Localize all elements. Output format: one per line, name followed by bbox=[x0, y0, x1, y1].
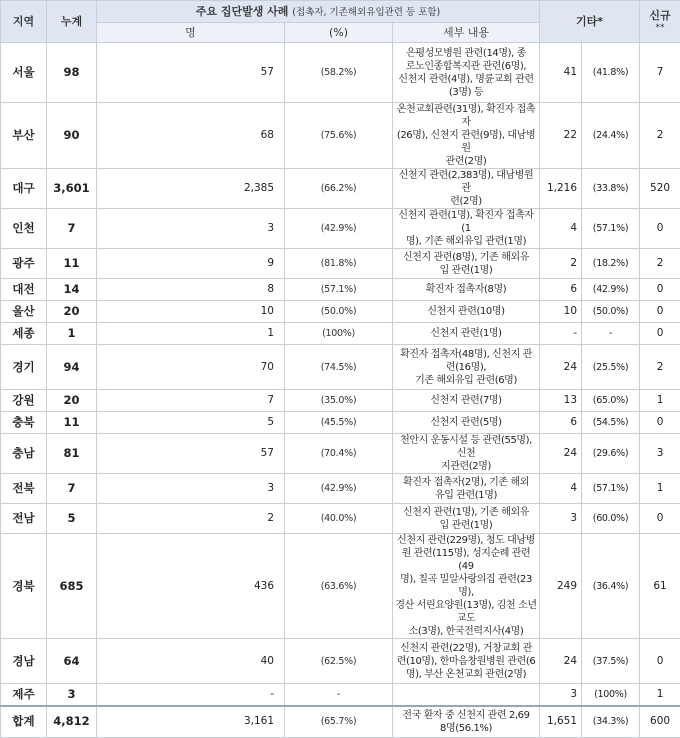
detail-line: 신천지 관련(2,383명), 대남병원 관 bbox=[395, 169, 537, 195]
detail-cell bbox=[393, 684, 540, 706]
other-pct-cell: (37.5%) bbox=[582, 639, 640, 684]
total-cell: 90 bbox=[47, 103, 97, 169]
other-pct-cell: (36.4%) bbox=[582, 534, 640, 639]
detail-line: 신천지 관련(1명), 기존 해외유 bbox=[395, 506, 537, 519]
region-cell: 충북 bbox=[1, 412, 47, 434]
other-count-cell: 22 bbox=[540, 103, 582, 169]
region-cell: 서울 bbox=[1, 43, 47, 103]
region-cell: 강원 bbox=[1, 390, 47, 412]
other-pct-cell: (33.8%) bbox=[582, 169, 640, 209]
detail-cell bbox=[393, 412, 540, 434]
other-count-cell: 3 bbox=[540, 504, 582, 534]
other-pct-cell: (57.1%) bbox=[582, 209, 640, 249]
header-pct: (%) bbox=[285, 23, 393, 43]
other-pct-cell: (50.0%) bbox=[582, 301, 640, 323]
detail-line: 소(3명), 한국전력지사(4명) bbox=[395, 625, 537, 638]
detail-line: 지관련(2명) bbox=[395, 460, 537, 473]
cluster-pct-cell: - bbox=[285, 684, 393, 706]
header-new-label: 신규 bbox=[642, 9, 678, 22]
header-cluster bbox=[97, 1, 540, 23]
total-cell: 685 bbox=[47, 534, 97, 639]
detail-line: 은평성모병원 관련(14명), 종 bbox=[395, 47, 537, 60]
cluster-count-cell: - bbox=[97, 684, 285, 706]
table-body bbox=[1, 43, 680, 738]
detail-cell bbox=[393, 103, 540, 169]
detail-line: (3명) 등 bbox=[395, 86, 537, 99]
total-cell: 4,812 bbox=[47, 706, 97, 738]
cluster-count-cell: 40 bbox=[97, 639, 285, 684]
table-row bbox=[1, 209, 680, 249]
other-pct-cell: (100%) bbox=[582, 684, 640, 706]
cluster-count-cell: 436 bbox=[97, 534, 285, 639]
total-cell: 64 bbox=[47, 639, 97, 684]
cluster-pct-cell: (42.9%) bbox=[285, 474, 393, 504]
detail-line: 로노인종합복지관 관련(6명), bbox=[395, 60, 537, 73]
cluster-count-cell: 5 bbox=[97, 412, 285, 434]
new-cases-cell: 1 bbox=[640, 684, 680, 706]
detail-line: 원 관련(115명), 성지순례 관련(49 bbox=[395, 547, 537, 573]
detail-line: 신천지 관련(1명), 확진자 접촉자(1 bbox=[395, 209, 537, 235]
region-cell: 전북 bbox=[1, 474, 47, 504]
cluster-count-cell: 2,385 bbox=[97, 169, 285, 209]
detail-line: 신천지 관련(4명), 명륜교회 관련 bbox=[395, 73, 537, 86]
detail-line: 입 관련(1명) bbox=[395, 519, 537, 532]
new-cases-cell: 0 bbox=[640, 412, 680, 434]
total-cell: 3 bbox=[47, 684, 97, 706]
new-cases-cell: 520 bbox=[640, 169, 680, 209]
other-count-cell: 24 bbox=[540, 345, 582, 390]
other-count-cell: 1,651 bbox=[540, 706, 582, 738]
total-cell: 7 bbox=[47, 474, 97, 504]
detail-line: 경산 서린요양원(13명), 김천 소년교도 bbox=[395, 599, 537, 625]
table-row bbox=[1, 474, 680, 504]
detail-cell bbox=[393, 639, 540, 684]
other-pct-cell: - bbox=[582, 323, 640, 345]
new-cases-cell: 0 bbox=[640, 209, 680, 249]
header-count: 명 bbox=[97, 23, 285, 43]
cluster-count-cell: 7 bbox=[97, 390, 285, 412]
other-pct-cell: (18.2%) bbox=[582, 249, 640, 279]
table-row bbox=[1, 390, 680, 412]
detail-line: 확진자 접촉자(48명), 신천지 관 bbox=[395, 348, 537, 361]
region-cell: 부산 bbox=[1, 103, 47, 169]
other-count-cell: 41 bbox=[540, 43, 582, 103]
total-cell: 14 bbox=[47, 279, 97, 301]
other-count-cell: 24 bbox=[540, 434, 582, 474]
detail-cell bbox=[393, 706, 540, 738]
cluster-pct-cell: (35.0%) bbox=[285, 390, 393, 412]
other-pct-cell: (54.5%) bbox=[582, 412, 640, 434]
table-row bbox=[1, 706, 680, 738]
detail-line: 천안시 운동시설 등 관련(55명), 신천 bbox=[395, 434, 537, 460]
cluster-pct-cell: (57.1%) bbox=[285, 279, 393, 301]
cluster-count-cell: 9 bbox=[97, 249, 285, 279]
region-cell: 대전 bbox=[1, 279, 47, 301]
detail-cell bbox=[393, 301, 540, 323]
other-pct-cell: (42.9%) bbox=[582, 279, 640, 301]
detail-line: 명), 칠곡 밀알사랑의집 관련(23명), bbox=[395, 573, 537, 599]
table-row bbox=[1, 684, 680, 706]
table-row bbox=[1, 169, 680, 209]
cluster-pct-cell: (58.2%) bbox=[285, 43, 393, 103]
detail-line: 온천교회관련(31명), 확진자 접촉자 bbox=[395, 103, 537, 129]
region-cell: 충남 bbox=[1, 434, 47, 474]
cluster-count-cell: 70 bbox=[97, 345, 285, 390]
header-new-note: ** bbox=[642, 22, 678, 35]
new-cases-cell: 1 bbox=[640, 474, 680, 504]
header-other: 기타* bbox=[540, 1, 640, 43]
cluster-pct-cell: (63.6%) bbox=[285, 534, 393, 639]
table-row bbox=[1, 504, 680, 534]
new-cases-cell: 7 bbox=[640, 43, 680, 103]
region-cell: 전남 bbox=[1, 504, 47, 534]
total-cell: 20 bbox=[47, 301, 97, 323]
cluster-pct-cell: (74.5%) bbox=[285, 345, 393, 390]
detail-cell bbox=[393, 434, 540, 474]
detail-cell bbox=[393, 323, 540, 345]
new-cases-cell: 0 bbox=[640, 279, 680, 301]
other-pct-cell: (60.0%) bbox=[582, 504, 640, 534]
total-cell: 11 bbox=[47, 249, 97, 279]
detail-line: 신천지 관련(8명), 기존 해외유 bbox=[395, 251, 537, 264]
total-cell: 11 bbox=[47, 412, 97, 434]
cluster-pct-cell: (66.2%) bbox=[285, 169, 393, 209]
detail-line: 신천지 관련(1명) bbox=[395, 327, 537, 340]
detail-line: 확진자 접촉자(2명), 기존 해외 bbox=[395, 476, 537, 489]
cluster-count-cell: 10 bbox=[97, 301, 285, 323]
cluster-pct-cell: (50.0%) bbox=[285, 301, 393, 323]
detail-cell bbox=[393, 279, 540, 301]
detail-line: 신천지 관련(10명) bbox=[395, 305, 537, 318]
region-cell: 울산 bbox=[1, 301, 47, 323]
table-row bbox=[1, 534, 680, 639]
detail-line: 련(10명), 한마음창원병원 관련(6 bbox=[395, 655, 537, 668]
detail-line: 명), 부산 온천교회 관련(2명) bbox=[395, 668, 537, 681]
header-region: 지역 bbox=[1, 1, 47, 43]
total-cell: 3,601 bbox=[47, 169, 97, 209]
other-count-cell: 2 bbox=[540, 249, 582, 279]
table-row bbox=[1, 249, 680, 279]
detail-cell bbox=[393, 504, 540, 534]
other-pct-cell: (24.4%) bbox=[582, 103, 640, 169]
cluster-pct-cell: (62.5%) bbox=[285, 639, 393, 684]
detail-line: 신천지 관련(5명) bbox=[395, 416, 537, 429]
new-cases-cell: 600 bbox=[640, 706, 680, 738]
other-count-cell: 10 bbox=[540, 301, 582, 323]
detail-line: 명), 기존 해외유입 관련(1명) bbox=[395, 235, 537, 248]
other-pct-cell: (57.1%) bbox=[582, 474, 640, 504]
new-cases-cell: 2 bbox=[640, 103, 680, 169]
header-new bbox=[640, 1, 680, 43]
new-cases-cell: 0 bbox=[640, 323, 680, 345]
table-row bbox=[1, 412, 680, 434]
detail-cell bbox=[393, 345, 540, 390]
detail-line: 전국 환자 중 신천지 관련 2,69 bbox=[395, 709, 537, 722]
other-count-cell: 3 bbox=[540, 684, 582, 706]
detail-line: 신천지 관련(7명) bbox=[395, 394, 537, 407]
detail-line: 신천지 관련(229명), 청도 대남병 bbox=[395, 534, 537, 547]
cluster-count-cell: 57 bbox=[97, 434, 285, 474]
other-count-cell: 6 bbox=[540, 279, 582, 301]
detail-line: 관련(2명) bbox=[395, 155, 537, 168]
detail-line: 입 관련(1명) bbox=[395, 264, 537, 277]
table-row bbox=[1, 43, 680, 103]
detail-cell bbox=[393, 209, 540, 249]
cluster-count-cell: 57 bbox=[97, 43, 285, 103]
cluster-pct-cell: (40.0%) bbox=[285, 504, 393, 534]
other-pct-cell: (34.3%) bbox=[582, 706, 640, 738]
table-row bbox=[1, 301, 680, 323]
other-count-cell: 13 bbox=[540, 390, 582, 412]
other-count-cell: 6 bbox=[540, 412, 582, 434]
new-cases-cell: 61 bbox=[640, 534, 680, 639]
region-cell: 경남 bbox=[1, 639, 47, 684]
total-cell: 94 bbox=[47, 345, 97, 390]
detail-cell bbox=[393, 43, 540, 103]
other-count-cell: 4 bbox=[540, 209, 582, 249]
detail-cell bbox=[393, 390, 540, 412]
total-cell: 7 bbox=[47, 209, 97, 249]
detail-line: (26명), 신천지 관련(9명), 대남병원 bbox=[395, 129, 537, 155]
detail-cell bbox=[393, 249, 540, 279]
table-row bbox=[1, 639, 680, 684]
header-detail: 세부 내용 bbox=[393, 23, 540, 43]
other-count-cell: 249 bbox=[540, 534, 582, 639]
detail-line: 8명(56.1%) bbox=[395, 722, 537, 735]
cluster-count-cell: 3 bbox=[97, 474, 285, 504]
cluster-count-cell: 3,161 bbox=[97, 706, 285, 738]
table-row bbox=[1, 103, 680, 169]
detail-line: 련(2명) bbox=[395, 195, 537, 208]
cluster-count-cell: 2 bbox=[97, 504, 285, 534]
cluster-count-cell: 1 bbox=[97, 323, 285, 345]
cluster-count-cell: 68 bbox=[97, 103, 285, 169]
detail-cell bbox=[393, 474, 540, 504]
other-count-cell: 4 bbox=[540, 474, 582, 504]
region-cell: 세종 bbox=[1, 323, 47, 345]
table-row bbox=[1, 345, 680, 390]
detail-line: 확진자 접촉자(8명) bbox=[395, 283, 537, 296]
region-cell: 광주 bbox=[1, 249, 47, 279]
detail-cell bbox=[393, 534, 540, 639]
region-cell: 인천 bbox=[1, 209, 47, 249]
other-count-cell: - bbox=[540, 323, 582, 345]
new-cases-cell: 0 bbox=[640, 504, 680, 534]
region-cell: 제주 bbox=[1, 684, 47, 706]
new-cases-cell: 0 bbox=[640, 639, 680, 684]
region-cell: 경기 bbox=[1, 345, 47, 390]
cluster-pct-cell: (65.7%) bbox=[285, 706, 393, 738]
cluster-pct-cell: (42.9%) bbox=[285, 209, 393, 249]
cluster-pct-cell: (81.8%) bbox=[285, 249, 393, 279]
cluster-count-cell: 3 bbox=[97, 209, 285, 249]
cluster-pct-cell: (100%) bbox=[285, 323, 393, 345]
total-cell: 5 bbox=[47, 504, 97, 534]
new-cases-cell: 1 bbox=[640, 390, 680, 412]
region-cell: 경북 bbox=[1, 534, 47, 639]
other-pct-cell: (65.0%) bbox=[582, 390, 640, 412]
other-count-cell: 1,216 bbox=[540, 169, 582, 209]
detail-line: 유입 관련(1명) bbox=[395, 489, 537, 502]
other-pct-cell: (25.5%) bbox=[582, 345, 640, 390]
total-cell: 81 bbox=[47, 434, 97, 474]
detail-line: 련(16명), bbox=[395, 361, 537, 374]
region-cell: 대구 bbox=[1, 169, 47, 209]
detail-cell bbox=[393, 169, 540, 209]
other-pct-cell: (29.6%) bbox=[582, 434, 640, 474]
other-pct-cell: (41.8%) bbox=[582, 43, 640, 103]
table-row bbox=[1, 279, 680, 301]
cluster-pct-cell: (70.4%) bbox=[285, 434, 393, 474]
header-total: 누계 bbox=[47, 1, 97, 43]
detail-line: 기존 해외유입 관련(6명) bbox=[395, 374, 537, 387]
total-cell: 1 bbox=[47, 323, 97, 345]
cluster-pct-cell: (45.5%) bbox=[285, 412, 393, 434]
new-cases-cell: 3 bbox=[640, 434, 680, 474]
new-cases-cell: 2 bbox=[640, 345, 680, 390]
region-cell: 합계 bbox=[1, 706, 47, 738]
table-row bbox=[1, 323, 680, 345]
other-count-cell: 24 bbox=[540, 639, 582, 684]
detail-line: 신천지 관련(22명), 거창교회 관 bbox=[395, 642, 537, 655]
new-cases-cell: 0 bbox=[640, 301, 680, 323]
header-cluster-title: 주요 집단발생 사례 bbox=[196, 5, 289, 18]
cluster-pct-cell: (75.6%) bbox=[285, 103, 393, 169]
cluster-count-cell: 8 bbox=[97, 279, 285, 301]
header-cluster-note: (접촉자, 기존해외유입관련 등 포함) bbox=[292, 7, 440, 18]
table-row bbox=[1, 434, 680, 474]
total-cell: 20 bbox=[47, 390, 97, 412]
total-cell: 98 bbox=[47, 43, 97, 103]
new-cases-cell: 2 bbox=[640, 249, 680, 279]
